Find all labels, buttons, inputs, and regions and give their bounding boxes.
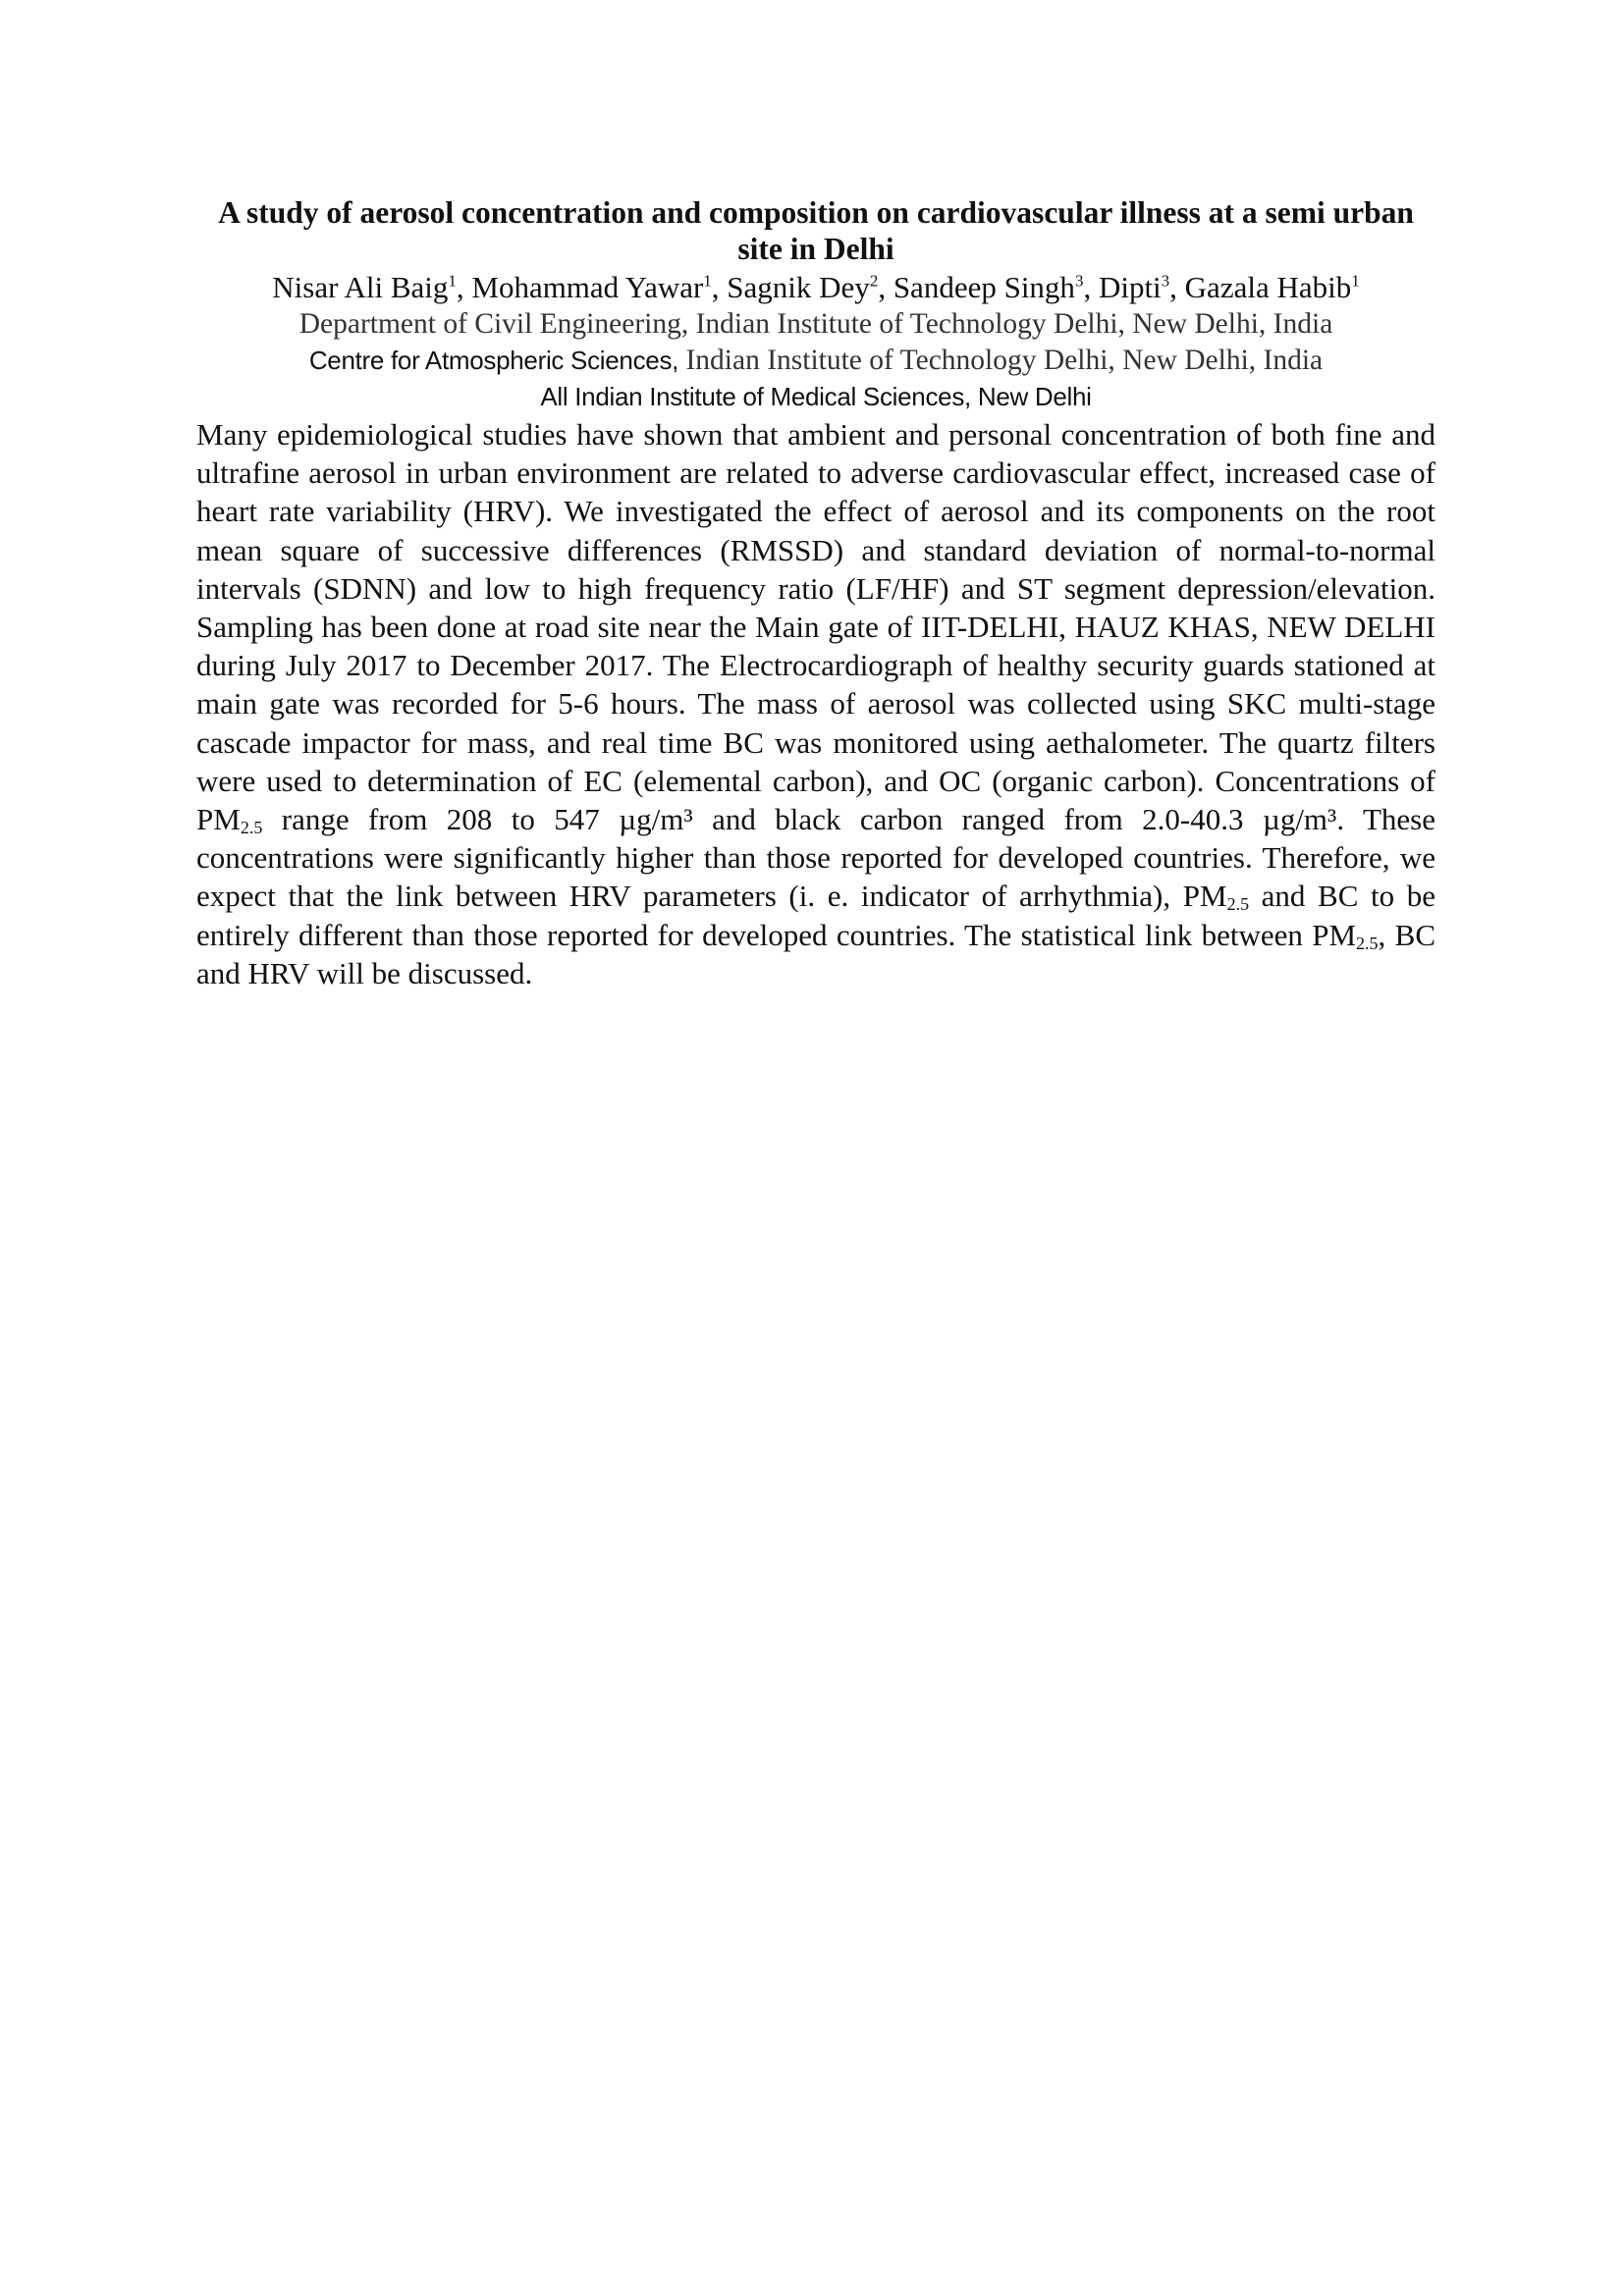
affiliation-marker: 1 xyxy=(703,271,712,291)
affiliation-marker: 1 xyxy=(1351,271,1360,291)
affiliation-marker: 3 xyxy=(1161,271,1170,291)
affiliation-2-institution: Indian Institute of Technology Delhi, New Delhi, India xyxy=(678,345,1324,376)
abstract-part-3: and BC to be entirely different than those reported for developed countries. The statistical link between PM xyxy=(196,879,1435,952)
pm-subscript: 2.5 xyxy=(1356,933,1379,953)
author-list xyxy=(196,269,1435,306)
abstract-part-1: Many epidemiological studies have shown that ambient and personal concentration of both fine and ultrafine aerosol in urban environment are related to adverse cardiovascular effect, increased case of heart rate variability (HRV). We investigated the effect of aerosol and its components on the root mean square of successive differences (RMSSD) and standard deviation of normal-to-normal intervals (SDNN) and low to high frequency ratio (LF/HF) and ST segment depression/elevation. Sampling has been done at road site near the Main gate of IIT-DELHI, HAUZ KHAS, NEW DELHI during July 2017 to December 2017. The Electrocardiograph of healthy security guards stationed at main gate was recorded for 5-6 hours. The mass of aerosol was collected using SKC multi-stage cascade impactor for mass, and real time BC was monitored using aethalometer. The quartz filters were used to determination of EC (elemental carbon), and OC (organic carbon). Concentrations of PM xyxy=(196,417,1435,837)
author: Sandeep Singh$^3$, xyxy=(893,270,1099,304)
abstract-block xyxy=(196,194,1435,992)
affiliation-3: All Indian Institute of Medical Sciences, New Delhi xyxy=(540,382,1092,411)
affiliation-2 xyxy=(196,343,1435,379)
abstract-part-2: range from 208 to 547 µg/m³ and black carbon ranged from 2.0-40.3 µg/m³. These concentrations were significantly higher than those reported for developed countries. Therefore, we expect that the link between HRV parameters (i. e. indicator of arrhythmia), PM xyxy=(196,802,1435,914)
abstract-text xyxy=(196,415,1435,992)
paper-title: A study of aerosol concentration and composition on cardiovascular illness at a semi urban site in Delhi xyxy=(218,195,1414,266)
abstract-part-4: , BC and HRV will be discussed. xyxy=(196,917,1435,990)
pm-subscript: 2.5 xyxy=(240,818,263,838)
author: Mohammad Yawar$^1$, xyxy=(471,270,728,304)
author: Dipti$^3$, xyxy=(1098,270,1185,304)
author: Sagnik Dey$^2$, xyxy=(727,270,893,304)
author: Gazala Habib$^1$ xyxy=(1184,270,1360,304)
affiliation-2-department: Centre for Atmospheric Sciences, xyxy=(308,346,679,375)
affiliation-marker: 3 xyxy=(1074,271,1084,291)
affiliation-1: Department of Civil Engineering, Indian Institute of Technology Delhi, New Delhi, India xyxy=(298,308,1333,340)
affiliation-marker: 1 xyxy=(448,271,457,291)
affiliation-marker: 2 xyxy=(869,271,879,291)
pm-subscript: 2.5 xyxy=(1226,894,1250,915)
author: Nisar Ali Baig$^1$, xyxy=(272,270,472,304)
